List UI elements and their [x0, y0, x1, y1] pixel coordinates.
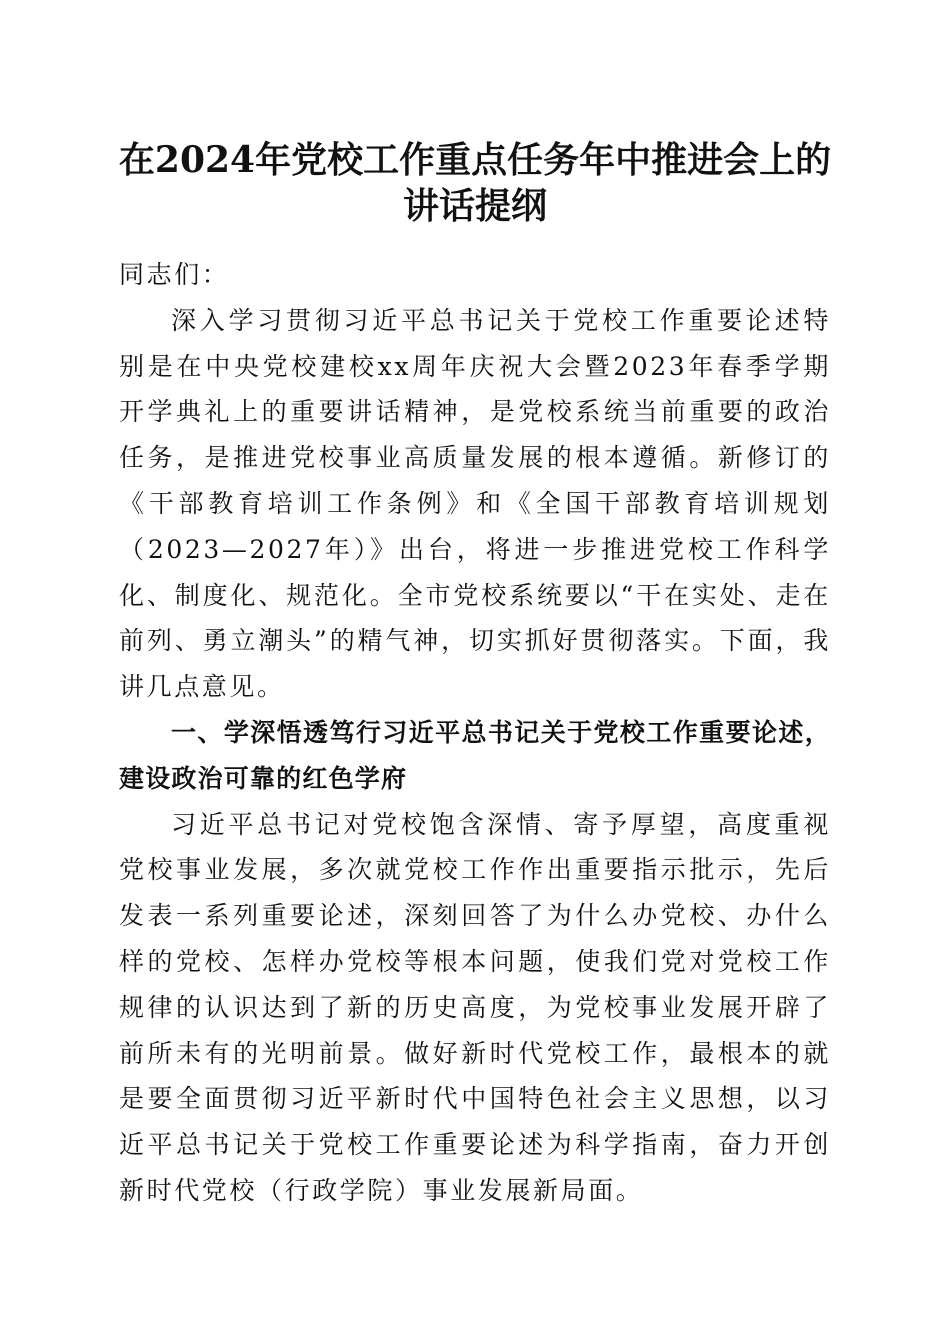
document-body: [119, 252, 831, 1214]
section-heading-1: 一、学深悟透笃行习近平总书记关于党校工作重要论述，建设政治可靠的红色学府: [119, 717, 831, 793]
paragraph-intro: 深入学习贯彻习近平总书记关于党校工作重要论述特别是在中央党校建校xx周年庆祝大会暨2023年春季学期开学典礼上的重要讲话精神，是党校系统当前重要的政治任务，是推进党校事业高质量发展的根本遵循。新修订的《干部教育培训工作条例》和《全国干部教育培训规划（2023—2027年）》出台，将进一步推进党校工作科学化、制度化、规范化。全市党校系统要以“干在实处、走在前列、勇立潮头”的精气神，切实抓好贯彻落实。下面，我讲几点意见。: [119, 305, 831, 702]
salutation: 同志们：: [119, 260, 230, 289]
document-title-line-1: 在2024年党校工作重点任务年中推进会上的: [118, 139, 832, 181]
document-title-line-2: 讲话提纲: [402, 185, 547, 227]
paragraph-section-1: 习近平总书记对党校饱含深情、寄予厚望，高度重视党校事业发展，多次就党校工作作出重要指示批示，先后发表一系列重要论述，深刻回答了为什么办党校、办什么样的党校、怎样办党校等根本问题，使我们党对党校工作规律的认识达到了新的历史高度，为党校事业发展开辟了前所未有的光明前景。做好新时代党校工作，最根本的就是要全面贯彻习近平新时代中国特色社会主义思想，以习近平总书记关于党校工作重要论述为科学指南，奋力开创新时代党校（行政学院）事业发展新局面。: [119, 809, 831, 1205]
